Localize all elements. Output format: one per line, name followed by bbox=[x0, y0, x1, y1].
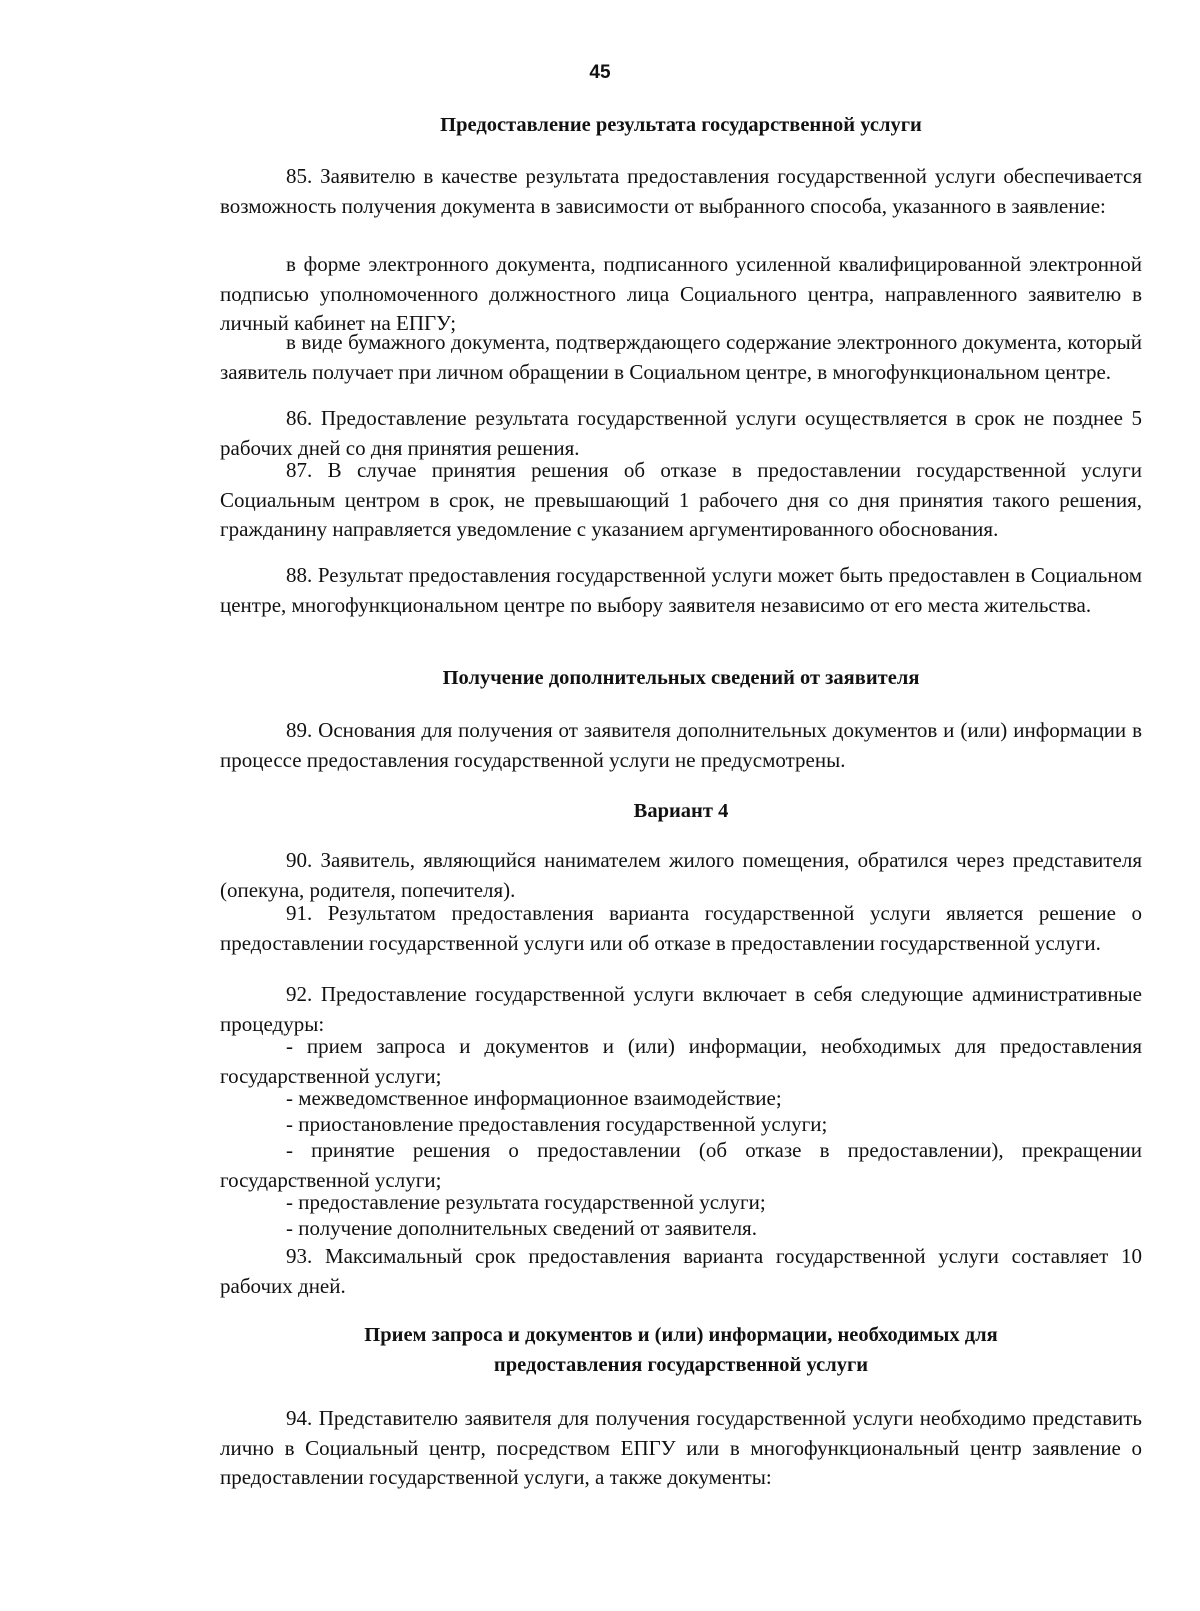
procedure-list-item: - принятие решения о предоставлении (об отказе в предоставлении), прекращении государственной услуги; bbox=[220, 1138, 1142, 1192]
paragraph-86: 86. Предоставление результата государственной услуги осуществляется в срок не позднее 5 рабочих дней со дня принятия решения. bbox=[220, 406, 1142, 460]
section-heading-extra-info: Получение дополнительных сведений от заявителя bbox=[442, 667, 920, 689]
section-heading-reception-line2: предоставления государственной услуги bbox=[493, 1354, 869, 1376]
section-heading-result: Предоставление результата государственной услуги bbox=[440, 114, 922, 136]
paragraph-92: 92. Предоставление государственной услуги включает в себя следующие административные процедуры: bbox=[220, 982, 1142, 1036]
section-heading-variant-4: Вариант 4 bbox=[633, 800, 729, 822]
paragraph-93: 93. Максимальный срок предоставления варианта государственной услуги составляет 10 рабочих дней. bbox=[220, 1244, 1142, 1298]
paragraph-85-option-paper: в виде бумажного документа, подтверждающего содержание электронного документа, который заявитель получает при личном обращении в Социальном центре, в многофункциональном центре. bbox=[220, 330, 1142, 384]
paragraph-88: 88. Результат предоставления государственной услуги может быть предоставлен в Социальном центре, многофункциональном центре по выбору заявителя независимо от его места жительства. bbox=[220, 563, 1142, 617]
procedure-list-item: - межведомственное информационное взаимодействие; bbox=[286, 1086, 782, 1110]
paragraph-94: 94. Представителю заявителя для получения государственной услуги необходимо представить лично в Социальный центр, посредством ЕПГУ или в многофункциональный центр заявление о предоставлении государственной услуги, а также документы: bbox=[220, 1406, 1142, 1489]
paragraph-90: 90. Заявитель, являющийся нанимателем жилого помещения, обратился через представителя (опекуна, родителя, попечителя). bbox=[220, 848, 1142, 902]
procedure-list-item: - прием запроса и документов и (или) информации, необходимых для предоставления государственной услуги; bbox=[220, 1034, 1142, 1088]
procedure-list-item: - предоставление результата государственной услуги; bbox=[286, 1190, 766, 1214]
procedure-list-item: - получение дополнительных сведений от заявителя. bbox=[286, 1216, 757, 1240]
paragraph-85: 85. Заявителю в качестве результата предоставления государственной услуги обеспечивается возможность получения документа в зависимости от выбранного способа, указанного в заявление: bbox=[220, 164, 1142, 218]
paragraph-85-option-electronic: в форме электронного документа, подписанного усиленной квалифицированной электронной подписью уполномоченного должностного лица Социального центра, направленного заявителю в личный кабинет на ЕПГУ; bbox=[220, 252, 1142, 335]
page-number: 45 bbox=[589, 62, 611, 83]
procedure-list-item: - приостановление предоставления государственной услуги; bbox=[286, 1112, 828, 1136]
paragraph-89: 89. Основания для получения от заявителя дополнительных документов и (или) информации в процессе предоставления государственной услуги не предусмотрены. bbox=[220, 718, 1142, 772]
paragraph-91: 91. Результатом предоставления варианта государственной услуги является решение о предоставлении государственной услуги или об отказе в предоставлении государственной услуги. bbox=[220, 901, 1142, 955]
paragraph-87: 87. В случае принятия решения об отказе в предоставлении государственной услуги Социальным центром в срок, не превышающий 1 рабочего дня со дня принятия такого решения, гражданину направляется уведомление с указанием аргументированного обоснования. bbox=[220, 458, 1142, 541]
section-heading-reception-line1: Прием запроса и документов и (или) информации, необходимых для bbox=[364, 1324, 998, 1346]
